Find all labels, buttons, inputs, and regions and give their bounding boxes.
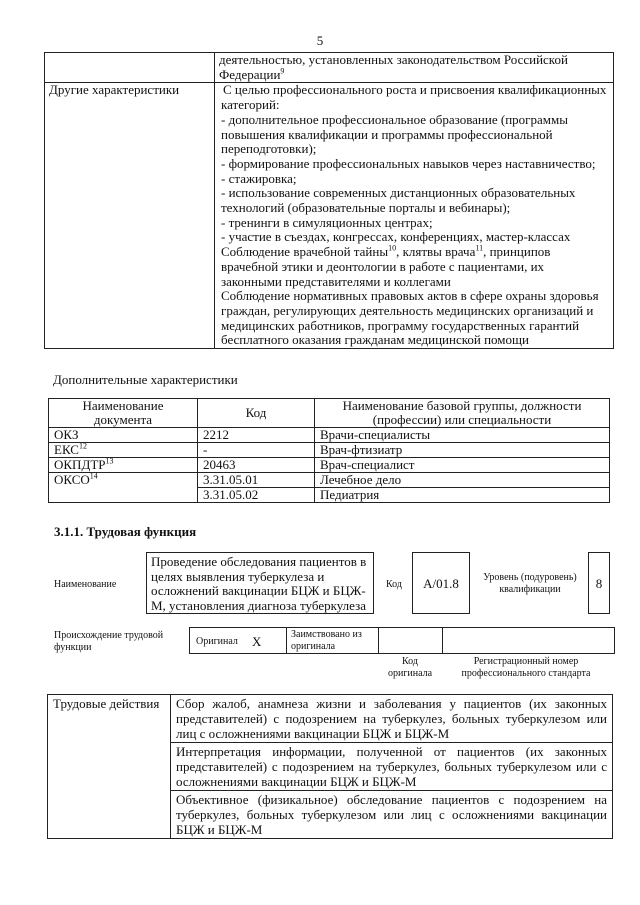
code-cell: -	[198, 443, 315, 458]
origin-box	[189, 627, 615, 654]
doc-cell: ОКСО$^{14}$	[49, 473, 198, 503]
text-line: - дополнительное профессиональное образование (программы	[221, 111, 568, 127]
borrowed-label: Заимствовано из оригинала	[291, 629, 362, 652]
table-row	[49, 458, 610, 473]
text-line: С целью профессионального роста и присвоения квалификационных	[223, 82, 607, 98]
text-line: деятельностью, установленных законодательством Российской	[219, 52, 568, 67]
code-value: А/01.8	[412, 552, 470, 614]
table-row	[45, 53, 614, 83]
name-cell: Лечебное дело	[315, 473, 610, 488]
table-row	[49, 473, 610, 488]
origin-label: Происхождение трудовой функции	[54, 630, 164, 653]
divider	[442, 628, 443, 653]
code-cell: 3.31.05.02	[198, 488, 315, 503]
function-name-box	[146, 552, 374, 614]
text-line: Соблюдение нормативных правовых актов в сфере охраны здоровья	[221, 288, 599, 304]
text-line: категорий:	[221, 97, 280, 113]
other-characteristics-cell	[215, 83, 614, 349]
name-cell: Педиатрия	[315, 488, 610, 503]
action-cell: Сбор жалоб, анамнеза жизни и заболевания у пациентов (их законных представителей) с подозрением на туберкулез, больных туберкулезом или лиц с осложнениями вакцинации БЦЖ и БЦЖ-М	[171, 695, 613, 743]
footnote-ref: 14	[89, 471, 98, 481]
continuation-cell	[215, 53, 614, 83]
reg-number-label: Регистрационный номер профессионального стандарта	[461, 656, 591, 679]
characteristics-table	[44, 52, 614, 349]
text-line: М, установления диагноза туберкулеза	[151, 597, 366, 613]
text-line: технологий (образовательные порталы и вебинары);	[221, 200, 511, 216]
text-line: - использование современных дистанционных образовательных	[221, 185, 576, 201]
doc-cell: ОКЗ	[49, 428, 198, 443]
text-line: целях выявления туберкулеза и	[151, 568, 325, 584]
footnote-ref: 10	[388, 243, 397, 253]
additional-table	[48, 398, 610, 503]
text-line: законными представителями и коллегами	[221, 273, 451, 289]
text-line: бесплатного оказания гражданам медицинской помощи	[221, 332, 529, 348]
action-cell: Объективное (физикальное) обследование пациентов с подозрением на туберкулез, больных туберкулезом или лиц с осложнениями вакцинации БЦЖ и БЦЖ-М	[171, 791, 613, 839]
text-line: врачебной этики и деонтологии в работе с пациентами, их	[221, 258, 545, 274]
footnote-ref: 9	[280, 66, 285, 76]
text-line: повышения квалификации и программы профессиональной	[221, 126, 553, 142]
divider	[286, 628, 287, 653]
doc-cell: ОКПДТР$^{13}$	[49, 458, 198, 473]
text-line: осложнений вакцинации БЦЖ и БЦЖ-	[151, 583, 366, 599]
code-label: Код	[386, 579, 402, 590]
code-cell: 2212	[198, 428, 315, 443]
name-cell: Врач-фтизиатр	[315, 443, 610, 458]
level-label: Уровень (подуровень) квалификации	[483, 572, 577, 595]
text-line: граждан, регулирующих деятельность медицинских организаций и	[221, 302, 594, 318]
additional-heading: Дополнительные характеристики	[53, 372, 238, 387]
header-row	[49, 399, 610, 428]
action-cell: Интерпретация информации, полученной от пациентов (их законных представителей) с подозрением на туберкулез, больных туберкулезом или с осложнениями вакцинации БЦЖ и БЦЖ-М	[171, 743, 613, 791]
divider	[378, 628, 379, 653]
table-row	[49, 443, 610, 458]
name-label: Наименование	[54, 579, 117, 590]
column-header: Код	[198, 399, 315, 428]
level-value: 8	[588, 552, 610, 614]
text-line: Проведение обследования пациентов в	[151, 554, 367, 569]
original-mark: X	[252, 634, 262, 649]
column-header: Наименование базовой группы, должности (профессии) или специальности	[315, 399, 610, 428]
text-line: Федерации$^9$	[219, 66, 285, 82]
table-row	[48, 695, 613, 743]
row-label: Трудовые действия	[48, 695, 171, 839]
row-label: Другие характеристики	[45, 83, 215, 349]
code-cell: 3.31.05.01	[198, 473, 315, 488]
table-row	[45, 83, 614, 349]
text-line: - стажировка;	[221, 170, 297, 186]
footnote-ref: 13	[105, 456, 114, 466]
text-line: медицинских работников, программу государственных гарантий	[221, 317, 580, 333]
text-line: - участие в съездах, конгрессах, конференциях, мастер-классах	[221, 229, 571, 245]
name-cell: Врач-специалист	[315, 458, 610, 473]
column-header: Наименование документа	[49, 399, 198, 428]
table-row	[49, 428, 610, 443]
text-line: - формирование профессиональных навыков через наставничество;	[221, 155, 596, 171]
code-cell: 20463	[198, 458, 315, 473]
text-line: переподготовки);	[221, 141, 317, 157]
text-line: - тренинги в симуляционных центрах;	[221, 214, 433, 230]
page-number: 5	[316, 33, 324, 48]
code-original-label: Код оригинала	[387, 656, 433, 679]
section-title: 3.1.1. Трудовая функция	[54, 524, 197, 539]
labor-actions-table	[47, 694, 613, 839]
text-line: Соблюдение врачебной тайны$^{10}$, клятвы врача$^{11}$, принципов	[221, 243, 551, 260]
name-cell: Врачи-специалисты	[315, 428, 610, 443]
doc-cell: ЕКС$^{12}$	[49, 443, 198, 458]
footnote-ref: 11	[475, 243, 484, 253]
empty-cell	[45, 53, 215, 83]
footnote-ref: 12	[78, 441, 87, 451]
original-label: Оригинал	[196, 636, 238, 647]
